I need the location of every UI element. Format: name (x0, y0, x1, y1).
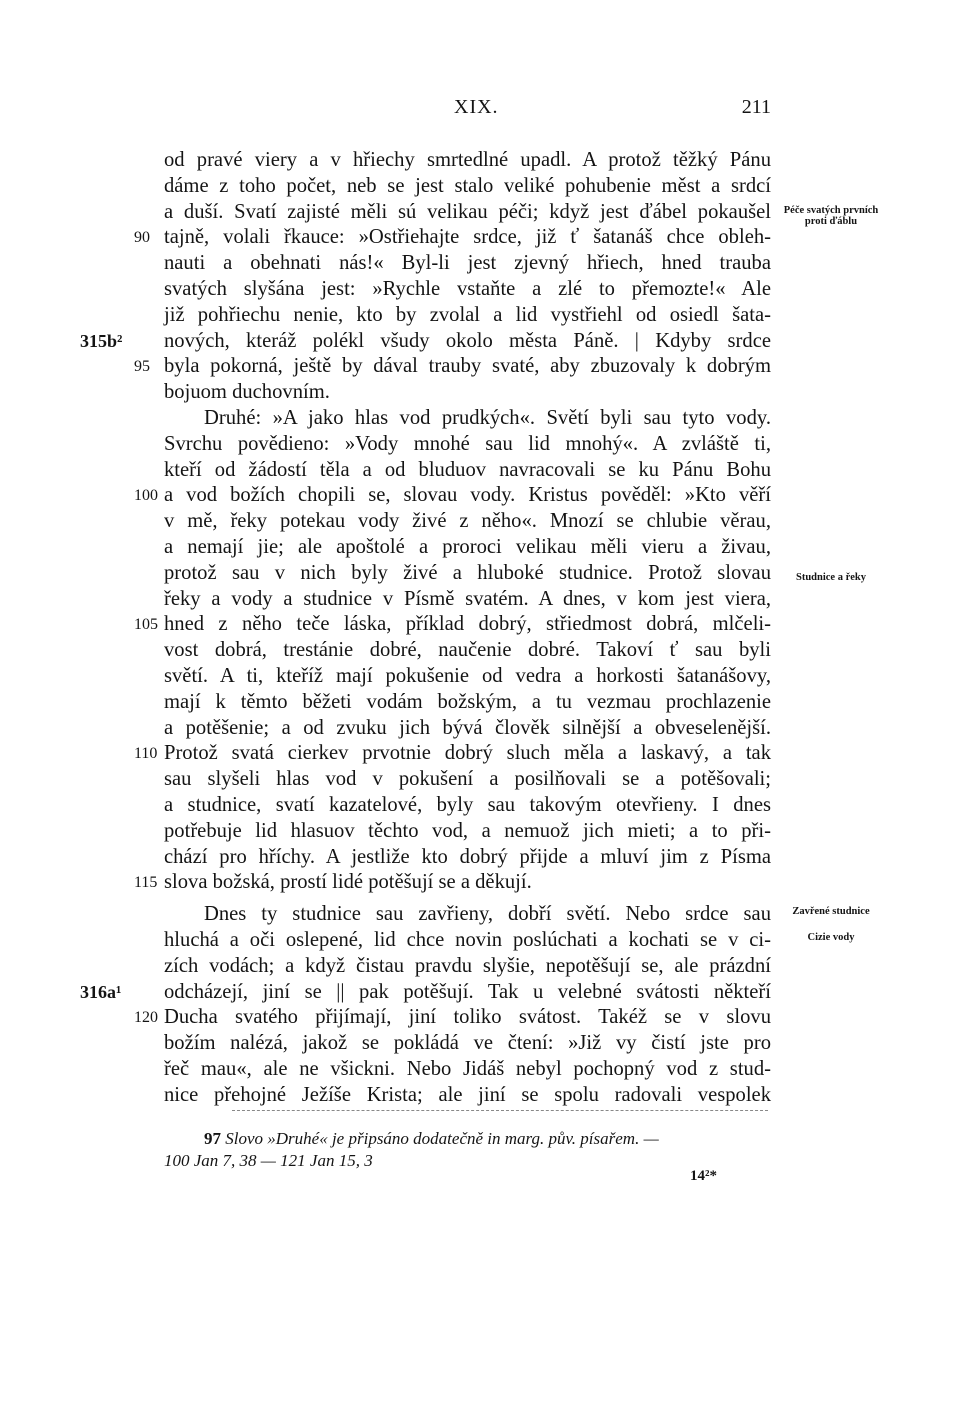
text-line: hluchá a oči oslepené, lid chce novin poslúchati a kochati se v ci- (164, 928, 771, 951)
text-line: Dnes ty studnice sau zavřieny, dobří světí. Nebo srdce sau (204, 903, 771, 926)
text-line: kteří od žádostí těla a od bluduov navracovali se ku Pánu Bohu (164, 458, 771, 481)
text-line (134, 225, 771, 251)
line-number: 110 (134, 745, 158, 763)
footnote-2: 100 Jan 7, 38 — 121 Jan 15, 3 (164, 1151, 373, 1170)
page-number: 211 (741, 96, 771, 118)
text-line (134, 1005, 771, 1031)
text-line: božím nalézá, jakož se pokládá ve čtení: »Již vy čistí jste pro (164, 1032, 771, 1055)
folio-mark: 315b² (80, 330, 123, 351)
text-line: a nemají jie; ale apoštolé a proroci velikau měli vieru a živau, (164, 535, 771, 558)
text-line: nice přehojné Ježíše Krista; ale jiní se spolu radovali vespolek (164, 1083, 771, 1106)
footnote-divider (232, 1110, 768, 1111)
text-line: v mě, řeky potekau vody živé z něho«. Mnozí se chlubie věrau, (164, 510, 771, 533)
text-line: řeč mau«, ale ne všickni. Nebo Jidáš nebyl pochopný vod z stud- (164, 1057, 771, 1080)
text-line: nauti a obehnati nás!« Byl-li jest zjevný hřiech, hned trauba (164, 252, 771, 275)
text-line: sau slyšeli hlas vod v pokušení a posilňovali se a potěšovali; (164, 768, 771, 791)
text-line: od pravé viery a v hřiechy smrtedlné upadl. A protož těžký Pánu (164, 149, 771, 171)
marginal-note: Zavřené studnice (792, 906, 870, 917)
text-line: Svrchu povědieno: »Vody mnohé sau lid mnohý«. A zvláště ti, (164, 432, 771, 455)
line-text: tajně, volali řkauce: »Ostřiehajte srdce, již ť šatanáš chce obleh- (164, 226, 771, 249)
footnote-1 (164, 1128, 771, 1150)
line-number: 95 (134, 358, 150, 376)
footnotes (164, 1128, 771, 1172)
line-number: 120 (134, 1009, 158, 1027)
text-line: potřebuje lid hlasuov těchto vod, a nemuož jich mieti; a to při- (164, 819, 771, 842)
line-text: a vod božích chopili se, slovau vody. Kristus pověděl: »Kto věří (164, 484, 771, 507)
footnote-text: Slovo »Druhé« je připsáno dodatečně in marg. pův. písařem. — (225, 1129, 659, 1148)
text-line: dáme z toho počet, neb se jest stalo veliké pohubenie měst a srdcí (164, 174, 771, 197)
text-line: mají k těmto běžeti vodám božským, a tu vezmau prochlazenie (164, 690, 771, 713)
footnote-number: 97 (204, 1129, 221, 1148)
line-number: 90 (134, 229, 150, 247)
text-line (134, 354, 771, 380)
line-text: nových, kteráž polékl všudy okolo města Páně. | Kdyby srdce (164, 329, 771, 352)
text-line: světí. A ti, kteříž mají pokušenie od vedra a horkosti šatanášovy, (164, 664, 771, 687)
text-line (80, 329, 771, 355)
marginal-note: Péče svatých prvních proti ďáblu (783, 205, 879, 227)
text-line: protož sau v nich byly živé a hluboké studnice. Protož slovau (164, 561, 771, 584)
line-text: hned z něho teče láska, příklad dobrý, střiedmost dobrá, mlčeli- (164, 613, 771, 636)
text-line: a potěšenie; a od zvuku jich bývá člověk silnější a obveselenější. (164, 716, 771, 739)
line-text: odcházejí, jiní se || pak potěšují. Tak u velebné svátosti někteří (164, 980, 771, 1003)
text-line (134, 741, 771, 767)
marginal-note: Cizie vody (807, 932, 855, 943)
printer-signature: 14²* (690, 1168, 717, 1184)
text-line: chází pro hříchy. A jestliže kto dobrý přijde a mluví jim z Písma (164, 845, 771, 868)
line-text: slova božská, prostí lidé potěšují se a děkují. (164, 871, 532, 894)
text-line: řeky a vody a studnice v Písmě svatém. A dnes, v kom jest viera, (164, 587, 771, 610)
text-line: již pohřiechu nenie, kto by zvolal a lid vystřiehl od osiedl šata- (164, 303, 771, 326)
line-text: Protož svatá cierkev prvotnie dobrý sluch měla a laskavý, a tak (164, 742, 771, 765)
line-number: 105 (134, 616, 158, 634)
line-text: byla pokorná, ještě by dával trauby svaté, aby zbuzovaly k dobrým (164, 355, 771, 378)
line-text: Ducha svatého přijímají, jiní toliko svátost. Takéž se v slovu (164, 1006, 771, 1029)
text-line: a duší. Svatí zajisté měli sú velikau péči; když jest ďábel pokaušel (164, 200, 771, 223)
chapter-number: XIX. (454, 96, 499, 118)
text-line: vost dobrá, trestánie dobré, naučenie dobré. Takoví ť sau byli (164, 639, 771, 662)
line-number: 100 (134, 487, 158, 505)
text-line (134, 870, 771, 896)
line-number: 115 (134, 874, 158, 892)
text-line (80, 980, 771, 1006)
text-line: zích vodách; a když čistau pravdu slyšie, nepotěšují se, ale prázdní (164, 954, 771, 977)
text-line: Druhé: »A jako hlas vod prudkých«. Světí byli sau tyto vody. (204, 406, 771, 429)
text-line (134, 612, 771, 638)
text-line: a studnice, svatí kazatelové, byly sau takovým otevřieny. I dnes (164, 793, 771, 816)
text-line: bojuom duchovním. (164, 381, 330, 404)
marginal-note: Studnice a řeky (795, 572, 866, 583)
text-line: svatých slyšána jest: »Rychle vstaňte a zlé to přemozte!« Ale (164, 277, 771, 300)
folio-mark: 316a¹ (80, 981, 122, 1002)
page-header (164, 96, 771, 126)
main-text (80, 148, 771, 1108)
text-line (134, 483, 771, 509)
